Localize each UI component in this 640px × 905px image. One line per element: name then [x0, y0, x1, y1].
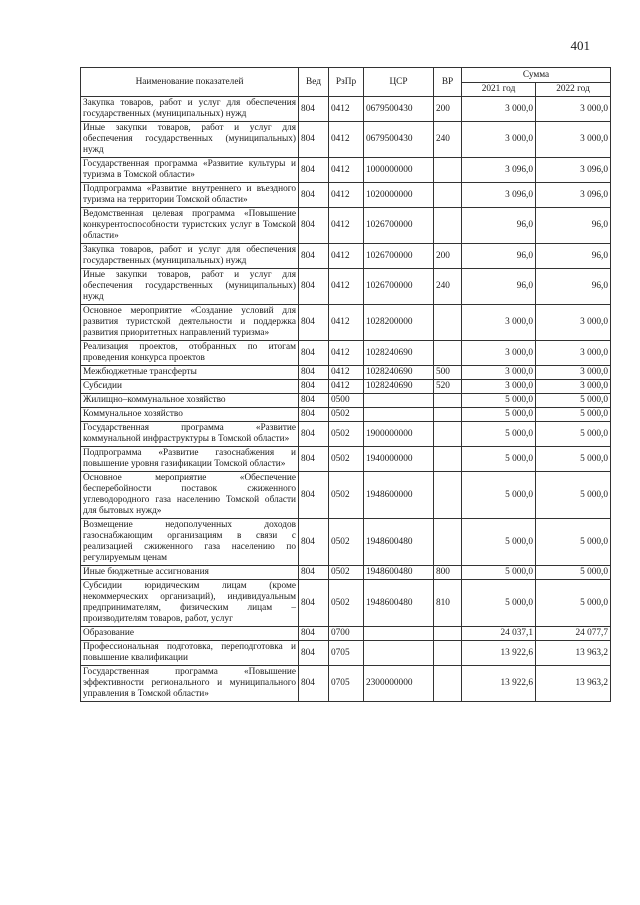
- row-ved: 804: [299, 380, 329, 394]
- row-ved: 804: [299, 341, 329, 366]
- row-rzpr: 0705: [329, 666, 364, 702]
- row-vr: [434, 519, 462, 566]
- row-name: Государственная программа «Повышение эффективности регионального и муниципального управления в Томской области»: [81, 666, 299, 702]
- row-vr: [434, 422, 462, 447]
- row-name: Межбюджетные трансферты: [81, 366, 299, 380]
- row-sum-2022: 5 000,0: [536, 394, 611, 408]
- table-row: [81, 305, 611, 341]
- row-name: Закупка товаров, работ и услуг для обеспечения государственных (муниципальных) нужд: [81, 97, 299, 122]
- row-sum-2022: 5 000,0: [536, 580, 611, 627]
- row-ved: 804: [299, 447, 329, 472]
- row-sum-2021: 96,0: [462, 269, 536, 305]
- row-rzpr: 0500: [329, 394, 364, 408]
- row-sum-2021: 3 000,0: [462, 122, 536, 158]
- row-ved: 804: [299, 122, 329, 158]
- row-ved: 804: [299, 519, 329, 566]
- row-sum-2022: 24 077,7: [536, 627, 611, 641]
- row-ved: 804: [299, 641, 329, 666]
- table-row: [81, 641, 611, 666]
- row-ved: 804: [299, 183, 329, 208]
- row-name: Профессиональная подготовка, переподготовка и повышение квалификации: [81, 641, 299, 666]
- table-row: [81, 422, 611, 447]
- row-name: Государственная программа «Развитие коммунальной инфраструктуры в Томской области»: [81, 422, 299, 447]
- row-name: Субсидии юридическим лицам (кроме некоммерческих организаций), индивидуальным предпринимателям, физическим лицам – производителям товаров, работ, услуг: [81, 580, 299, 627]
- row-ved: 804: [299, 366, 329, 380]
- row-rzpr: 0412: [329, 341, 364, 366]
- table-row: [81, 566, 611, 580]
- row-vr: 520: [434, 380, 462, 394]
- row-csr: 1028240690: [364, 380, 434, 394]
- header-year-2021: 2021 год: [462, 83, 536, 97]
- row-rzpr: 0705: [329, 641, 364, 666]
- row-rzpr: 0502: [329, 447, 364, 472]
- row-name: Подпрограмма «Развитие газоснабжения и повышение уровня газификации Томской области»: [81, 447, 299, 472]
- row-csr: 1948600000: [364, 472, 434, 519]
- row-ved: 804: [299, 580, 329, 627]
- row-ved: 804: [299, 566, 329, 580]
- row-vr: 500: [434, 366, 462, 380]
- table-row: [81, 244, 611, 269]
- row-name: Образование: [81, 627, 299, 641]
- row-sum-2022: 5 000,0: [536, 422, 611, 447]
- row-csr: 1026700000: [364, 269, 434, 305]
- row-rzpr: 0412: [329, 244, 364, 269]
- row-sum-2021: 5 000,0: [462, 519, 536, 566]
- row-rzpr: 0502: [329, 472, 364, 519]
- table-row: [81, 627, 611, 641]
- row-csr: 1026700000: [364, 208, 434, 244]
- budget-table: [80, 67, 611, 702]
- row-name: Закупка товаров, работ и услуг для обеспечения государственных (муниципальных) нужд: [81, 244, 299, 269]
- row-ved: 804: [299, 97, 329, 122]
- row-sum-2021: 3 096,0: [462, 183, 536, 208]
- table-row: [81, 408, 611, 422]
- row-ved: 804: [299, 394, 329, 408]
- row-csr: 1948600480: [364, 580, 434, 627]
- row-vr: [434, 627, 462, 641]
- table-row: [81, 158, 611, 183]
- row-sum-2021: 3 000,0: [462, 380, 536, 394]
- row-csr: [364, 641, 434, 666]
- row-vr: 810: [434, 580, 462, 627]
- row-csr: 1028240690: [364, 366, 434, 380]
- row-name: Основное мероприятие «Создание условий для развития туристской деятельности и поддержка развития приоритетных направлений туризма»: [81, 305, 299, 341]
- row-sum-2021: 5 000,0: [462, 447, 536, 472]
- row-csr: 0679500430: [364, 97, 434, 122]
- row-ved: 804: [299, 244, 329, 269]
- row-vr: 240: [434, 122, 462, 158]
- row-csr: 1948600480: [364, 566, 434, 580]
- row-sum-2022: 13 963,2: [536, 666, 611, 702]
- row-sum-2021: 96,0: [462, 208, 536, 244]
- row-vr: 200: [434, 97, 462, 122]
- page-number: 401: [570, 38, 590, 53]
- row-name: Иные закупки товаров, работ и услуг для обеспечения государственных (муниципальных) нужд: [81, 122, 299, 158]
- header-name: Наименование показателей: [81, 68, 299, 97]
- row-sum-2022: 5 000,0: [536, 519, 611, 566]
- row-sum-2021: 13 922,6: [462, 666, 536, 702]
- header-csr: ЦСР: [364, 68, 434, 97]
- row-ved: 804: [299, 627, 329, 641]
- table-body: [81, 97, 611, 702]
- row-name: Возмещение недополученных доходов газоснабжающим организациям в связи с реализацией сжиженного газа населению по регулируемым ценам: [81, 519, 299, 566]
- row-name: Субсидии: [81, 380, 299, 394]
- row-csr: [364, 627, 434, 641]
- row-vr: [434, 341, 462, 366]
- table-row: [81, 122, 611, 158]
- row-sum-2022: 13 963,2: [536, 641, 611, 666]
- row-vr: 800: [434, 566, 462, 580]
- row-rzpr: 0412: [329, 183, 364, 208]
- row-sum-2022: 5 000,0: [536, 447, 611, 472]
- row-sum-2022: 96,0: [536, 208, 611, 244]
- row-csr: 1020000000: [364, 183, 434, 208]
- row-name: Иные бюджетные ассигнования: [81, 566, 299, 580]
- row-sum-2021: 5 000,0: [462, 472, 536, 519]
- row-csr: 1940000000: [364, 447, 434, 472]
- row-sum-2021: 5 000,0: [462, 394, 536, 408]
- row-sum-2021: 3 000,0: [462, 97, 536, 122]
- row-rzpr: 0502: [329, 580, 364, 627]
- row-vr: [434, 666, 462, 702]
- row-vr: [434, 208, 462, 244]
- row-ved: 804: [299, 305, 329, 341]
- row-rzpr: 0412: [329, 380, 364, 394]
- row-csr: 1948600480: [364, 519, 434, 566]
- row-vr: [434, 305, 462, 341]
- row-ved: 804: [299, 158, 329, 183]
- row-vr: [434, 408, 462, 422]
- row-rzpr: 0412: [329, 269, 364, 305]
- table-row: [81, 183, 611, 208]
- row-sum-2022: 3 000,0: [536, 380, 611, 394]
- table-row: [81, 580, 611, 627]
- row-sum-2022: 3 096,0: [536, 183, 611, 208]
- row-sum-2021: 5 000,0: [462, 422, 536, 447]
- row-sum-2022: 3 000,0: [536, 122, 611, 158]
- row-sum-2021: 3 000,0: [462, 305, 536, 341]
- row-ved: 804: [299, 472, 329, 519]
- row-name: Основное мероприятие «Обеспечение бесперебойности поставок сжиженного углеводородного газа населению Томской области для бытовых нужд»: [81, 472, 299, 519]
- row-vr: 240: [434, 269, 462, 305]
- row-name: Ведомственная целевая программа «Повышение конкурентоспособности туристских услуг в Томской области»: [81, 208, 299, 244]
- row-vr: [434, 641, 462, 666]
- row-rzpr: 0412: [329, 122, 364, 158]
- table-row: [81, 97, 611, 122]
- row-ved: 804: [299, 408, 329, 422]
- row-sum-2021: 3 000,0: [462, 341, 536, 366]
- row-csr: 2300000000: [364, 666, 434, 702]
- table-header: [81, 68, 611, 97]
- row-ved: 804: [299, 208, 329, 244]
- row-vr: [434, 447, 462, 472]
- row-csr: 1000000000: [364, 158, 434, 183]
- row-name: Государственная программа «Развитие культуры и туризма в Томской области»: [81, 158, 299, 183]
- row-csr: [364, 408, 434, 422]
- row-sum-2022: 3 096,0: [536, 158, 611, 183]
- table-row: [81, 269, 611, 305]
- header-sum: Сумма: [462, 68, 611, 83]
- row-rzpr: 0412: [329, 158, 364, 183]
- row-csr: 0679500430: [364, 122, 434, 158]
- row-sum-2021: 5 000,0: [462, 408, 536, 422]
- row-sum-2022: 3 000,0: [536, 341, 611, 366]
- table-row: [81, 666, 611, 702]
- row-vr: [434, 394, 462, 408]
- row-name: Подпрограмма «Развитие внутреннего и въездного туризма на территории Томской области»: [81, 183, 299, 208]
- row-sum-2021: 24 037,1: [462, 627, 536, 641]
- row-name: Иные закупки товаров, работ и услуг для обеспечения государственных (муниципальных) нужд: [81, 269, 299, 305]
- row-rzpr: 0502: [329, 519, 364, 566]
- row-sum-2022: 96,0: [536, 269, 611, 305]
- row-name: Коммунальное хозяйство: [81, 408, 299, 422]
- header-rzpr: РзПр: [329, 68, 364, 97]
- row-rzpr: 0502: [329, 408, 364, 422]
- row-name: Жилищно–коммунальное хозяйство: [81, 394, 299, 408]
- row-sum-2022: 3 000,0: [536, 305, 611, 341]
- row-rzpr: 0412: [329, 366, 364, 380]
- row-sum-2022: 5 000,0: [536, 472, 611, 519]
- row-csr: 1028200000: [364, 305, 434, 341]
- row-vr: 200: [434, 244, 462, 269]
- row-vr: [434, 472, 462, 519]
- row-csr: [364, 394, 434, 408]
- row-vr: [434, 183, 462, 208]
- row-sum-2022: 5 000,0: [536, 566, 611, 580]
- row-sum-2021: 3 000,0: [462, 366, 536, 380]
- table-row: [81, 519, 611, 566]
- row-sum-2022: 3 000,0: [536, 366, 611, 380]
- table-row: [81, 447, 611, 472]
- row-ved: 804: [299, 422, 329, 447]
- row-sum-2022: 5 000,0: [536, 408, 611, 422]
- row-name: Реализация проектов, отобранных по итогам проведения конкурса проектов: [81, 341, 299, 366]
- row-csr: 1900000000: [364, 422, 434, 447]
- header-vr: ВР: [434, 68, 462, 97]
- row-sum-2021: 96,0: [462, 244, 536, 269]
- row-rzpr: 0700: [329, 627, 364, 641]
- row-csr: 1028240690: [364, 341, 434, 366]
- row-vr: [434, 158, 462, 183]
- row-rzpr: 0502: [329, 422, 364, 447]
- row-rzpr: 0502: [329, 566, 364, 580]
- row-sum-2021: 13 922,6: [462, 641, 536, 666]
- header-year-2022: 2022 год: [536, 83, 611, 97]
- row-sum-2022: 3 000,0: [536, 97, 611, 122]
- row-sum-2021: 5 000,0: [462, 580, 536, 627]
- row-rzpr: 0412: [329, 97, 364, 122]
- row-csr: 1026700000: [364, 244, 434, 269]
- row-sum-2021: 5 000,0: [462, 566, 536, 580]
- row-ved: 804: [299, 269, 329, 305]
- row-sum-2021: 3 096,0: [462, 158, 536, 183]
- table-row: [81, 472, 611, 519]
- table-row: [81, 208, 611, 244]
- table-row: [81, 366, 611, 380]
- row-ved: 804: [299, 666, 329, 702]
- header-ved: Вед: [299, 68, 329, 97]
- row-rzpr: 0412: [329, 305, 364, 341]
- table-row: [81, 394, 611, 408]
- row-sum-2022: 96,0: [536, 244, 611, 269]
- table-row: [81, 380, 611, 394]
- row-rzpr: 0412: [329, 208, 364, 244]
- table-row: [81, 341, 611, 366]
